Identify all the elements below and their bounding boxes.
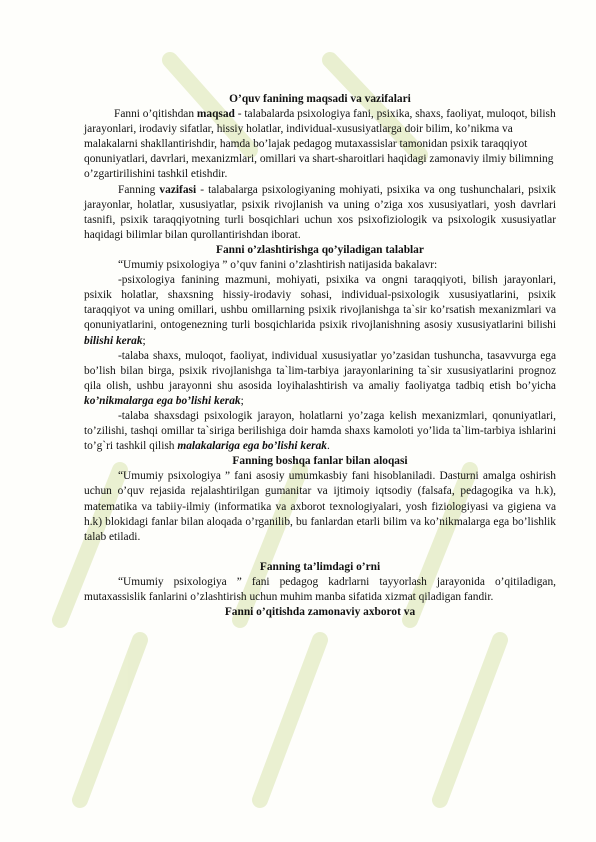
text: “Umumiy psixologiya ” o’quv fanini o’zlashtirish natijasida bakalavr: (118, 259, 438, 272)
text: “Umumiy psixologiya ” fani pedagog kadrlarni tayyorlash jarayonida o’qitiladigan, mutaxassislik fanlarini o’zlashtirish uchun muhim manba sifatida xizmat qiladigan fandir. (84, 575, 556, 603)
text: - talabalarda psixologiya fani, psixika, shaxs, faoliyat, muloqot, bilish jarayonlari, irodaviy sifatlar, hissiy holatlar, individual-xususiyatlarga doir bilim, ko’nikma va malakalarni shakllantirishdir, hamda bo’lajak pedagog mutaxassislar tamonidan psixik taraqqiyot qonuniyatlari, davrlari, mexanizmlari, omillari va shart-sharoitlari haqidagi zamonaviy ilmiy bilimning o’zgartirilishini tashkil etishdir. (84, 108, 556, 181)
emphasis: ko’nikmalarga ega bo’lishi kerak (84, 394, 241, 407)
heading-role: Fanning ta’limdagi o’rni (259, 560, 381, 573)
heading-connections: Fanning boshqa fanlar bilan aloqasi (232, 455, 408, 468)
paragraph-knowledge (84, 273, 556, 348)
paragraph-vazifasi (84, 183, 556, 243)
text: ; (240, 394, 244, 407)
text: Fanning (118, 183, 160, 196)
paragraph-skills (84, 349, 556, 409)
text: “Umumiy psixologiya ” fani asosiy umumkasbiy fani hisoblaniladi. Dasturni amalga oshirish uchun o’quv rejasida rejalashtirilgan gumanitar va ijtimoiy iqtsodiy (falsafa, pedagogika va h.k), matematika va tabiiy-ilmiy (informatika va axborot texnologiyalari, yosh fiziologiyasi va gigiena va h.k) blokidagi fanlar bilan aloqada o’rganilib, bu fanlardan etarli bilim va ko’nikmalarga ega bo’lishlik talab etiladi. (84, 470, 556, 543)
text: -talaba shaxsdagi psixologik jarayon, holatlarni yo’zaga kelish mexanizmlari, qonuniyatlari, to’zilishi, tashqi omillar ta`siriga berilishiga doir hamda shaxs kamoloti yo’lida ta`lim-tarbiya ishlarini to’g`ri tashkil qilish (84, 409, 556, 453)
paragraph-intro (84, 258, 556, 273)
text: ; (142, 334, 146, 347)
paragraph-maqsad (84, 107, 556, 182)
text: . (327, 440, 330, 453)
term-vazifasi: vazifasi (159, 183, 197, 196)
heading-technologies: Fanni o’qitishda zamonaviy axborot va (224, 606, 416, 619)
paragraph-competence (84, 409, 556, 454)
document-page (84, 92, 556, 620)
text: -psixologiya fanining mazmuni, mohiyati, psixika va ongni taraqqiyoti, bilish jarayonlari, psixik holatlar, shaxsning hissiy-irodaviy sohasi, individual-psixologik xususiyatlarini, psixik taraqqiyot va uning omillari, ushbu omillarning psixik rivojlanishga ta`sir ko’rsatish mexanizmlari va qonuniyatlarini, ontogenezning turli bosqichlarida psixik rivojlanishning asosiy xususiyatlarini bilishi (84, 274, 556, 332)
emphasis: malakalariga ega bo’lishi kerak (177, 440, 328, 453)
emphasis: bilishi kerak (84, 334, 143, 347)
term-maqsad: maqsad (196, 108, 235, 121)
spacer (84, 545, 556, 560)
paragraph-role (84, 575, 556, 605)
paragraph-connections (84, 469, 556, 544)
heading-goals: O’quv fanining maqsadi va vazifalari (229, 93, 411, 105)
text: Fanni o’qitishdan (114, 108, 197, 121)
heading-requirements: Fanni o’zlashtirishga qo’yiladigan talablar (216, 243, 424, 256)
text: - talabalarga psixologiyaning mohiyati, psixika va ong tushunchalari, psixik jarayonlar, holatlar, xususiyatlar, psixik rivojlanish va uning o’ziga xos xususiyatlari, yosh davrlari tasnifi, psixik taraqqiyotning turli bosqichlari uchun xos psixofiziologik va psixologik xususiyatlar haqidagi bilimlar bilan qurollantirishdan iborat. (84, 183, 556, 241)
text: -talaba shaxs, muloqot, faoliyat, individual xususiyatlar yo’zasidan tushuncha, tasavvurga ega bo’lish bilan birga, psixik rivojlanishga ta`lim-tarbiya jarayonlarining ta`sir xususiyatlarini prognoz qila olish, ushbu jarayonni shu asosida loyihalashtirish va amaliy faoliyatga tadbiq etish bo’yicha (84, 349, 556, 392)
